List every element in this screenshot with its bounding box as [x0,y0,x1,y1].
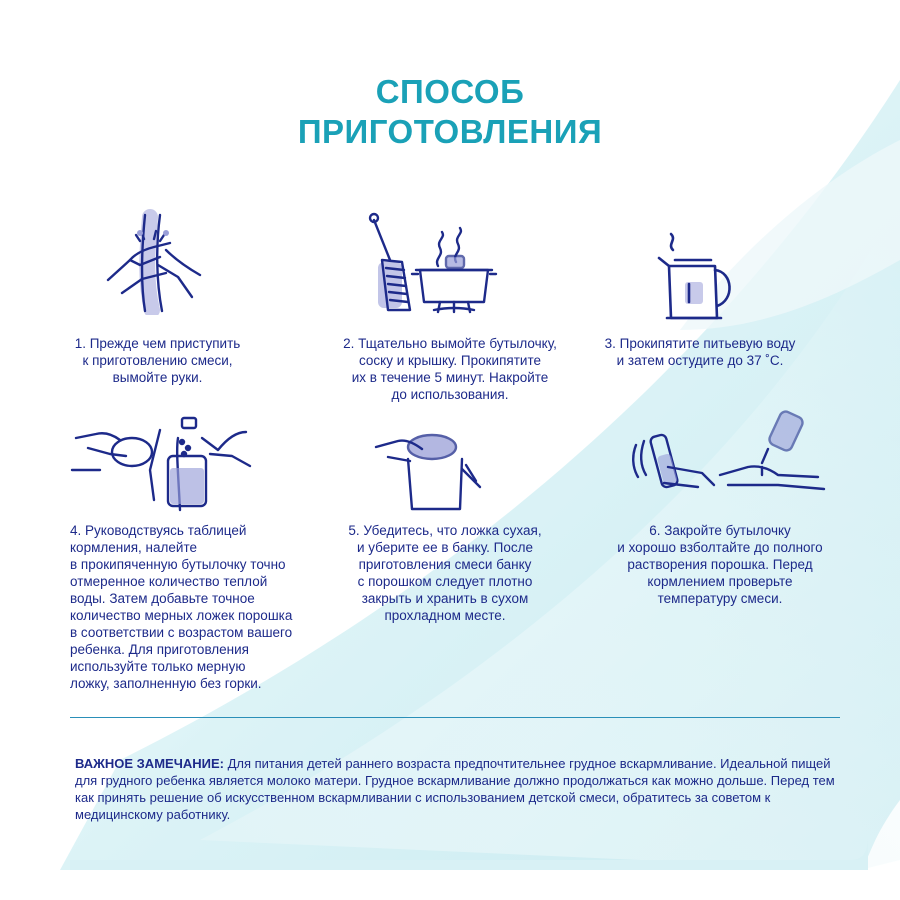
step-2-text: 2. Тщательно вымойте бутылочку, соску и крышку. Прокипятите их в течение 5 минут. Накройте до использования. [343,336,557,402]
step-6-text: 6. Закройте бутылочку и хорошо взболтайте до полного растворения порошка. Перед кормлением проверьте температуру смеси. [617,523,823,606]
step-3-text: 3. Прокипятите питьевую воду и затем остудите до 37 ˚С. [604,336,796,368]
shake-bottle-icon [628,405,833,505]
step-5-text: 5. Убедитесь, что ложка сухая, и уберите ее в банку. После приготовления смеси банку с порошком следует плотно закрыть и хранить в сухом прохладном месте. [348,523,542,623]
page-title-line-2: ПРИГОТОВЛЕНИЯ [297,113,603,150]
boiling-bottle-icon [360,210,500,320]
step-4-text: 4. Руководствуясь таблицей кормления, налейте в прокипяченную бутылочку точно отмеренное количество теплой воды. Затем добавьте точное количество мерных ложек порошка в соответствии с возрастом вашего ребенка. Для приготовления используйте только мерную ложку, заполненную без горки. [70,523,293,691]
step-1-text: 1. Прежде чем приступить к приготовлению смеси, вымойте руки. [74,336,241,385]
closing-can-icon [370,425,485,515]
hand-washing-icon [100,205,215,315]
important-note-text: Для питания детей раннего возраста предпочтительнее грудное вскармливание. Идеальной пищей для грудного ребенка является молоко матери. Грудное вскармливание должно продолжаться как можно дольше. Перед тем как принять решение об искусственном вскармливании с использованием детской смеси, обратитесь за советом к медицинскому работнику. [75,756,835,822]
section-divider [70,717,840,718]
important-note [75,755,845,823]
kettle-icon [655,230,740,325]
measuring-powder-icon [70,410,260,515]
page-title-line-1: СПОСОБ [375,73,525,110]
important-note-label: ВАЖНОЕ ЗАМЕЧАНИЕ: [75,756,224,771]
